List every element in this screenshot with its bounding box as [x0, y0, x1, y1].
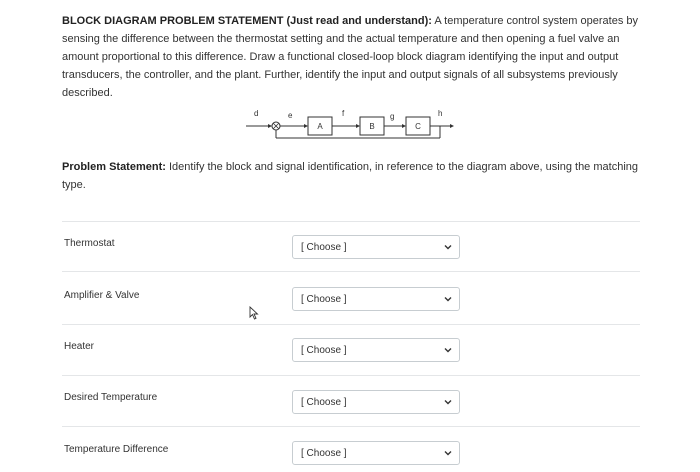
match-label-thermostat: Thermostat — [64, 238, 115, 249]
divider — [62, 375, 640, 376]
divider — [62, 426, 640, 427]
signal-h: h — [438, 109, 443, 118]
chevron-down-icon — [443, 242, 453, 252]
signal-g: g — [390, 112, 395, 121]
block-a-label: A — [317, 122, 323, 131]
problem-statement-secondary — [62, 158, 642, 194]
match-select-amplifier-valve[interactable] — [292, 287, 460, 311]
block-b-label: B — [369, 122, 375, 131]
chevron-down-icon — [443, 345, 453, 355]
statement-heading: BLOCK DIAGRAM PROBLEM STATEMENT (Just read and understand): — [62, 15, 432, 27]
select-value: [ Choose ] — [301, 241, 347, 253]
signal-d: d — [254, 109, 259, 118]
match-label-heater: Heater — [64, 341, 95, 352]
problem-body: Identify the block and signal identification, in reference to the diagram above, using the matching type. — [62, 161, 638, 191]
divider — [62, 324, 640, 325]
block-diagram — [240, 106, 470, 142]
block-c-label: C — [415, 122, 421, 131]
select-value: [ Choose ] — [301, 447, 347, 459]
match-select-temperature-difference[interactable] — [292, 441, 460, 465]
chevron-down-icon — [443, 397, 453, 407]
match-label-amplifier-valve: Amplifier & Valve — [64, 290, 140, 301]
problem-heading: Problem Statement: — [62, 161, 166, 173]
chevron-down-icon — [443, 448, 453, 458]
signal-e: e — [288, 111, 293, 120]
divider — [62, 271, 640, 272]
statement-body: A temperature control system operates by sensing the difference between the thermostat setting and the actual temperature and then opening a fuel valve an amount proportional to this difference. Draw a functional closed-loop block diagram identifying the input and output transducers, the controller, and the plant. Further, identify the input and output signals of all subsystems previously described. — [62, 15, 638, 99]
match-select-heater[interactable] — [292, 338, 460, 362]
divider — [62, 221, 640, 222]
match-label-temperature-difference: Temperature Difference — [64, 444, 169, 455]
mouse-pointer-icon — [249, 306, 259, 320]
match-select-desired-temperature[interactable] — [292, 390, 460, 414]
signal-f: f — [342, 109, 345, 118]
match-select-thermostat[interactable] — [292, 235, 460, 259]
match-label-desired-temperature: Desired Temperature — [64, 392, 158, 403]
chevron-down-icon — [443, 294, 453, 304]
select-value: [ Choose ] — [301, 344, 347, 356]
problem-statement — [62, 12, 642, 102]
select-value: [ Choose ] — [301, 293, 347, 305]
select-value: [ Choose ] — [301, 396, 347, 408]
